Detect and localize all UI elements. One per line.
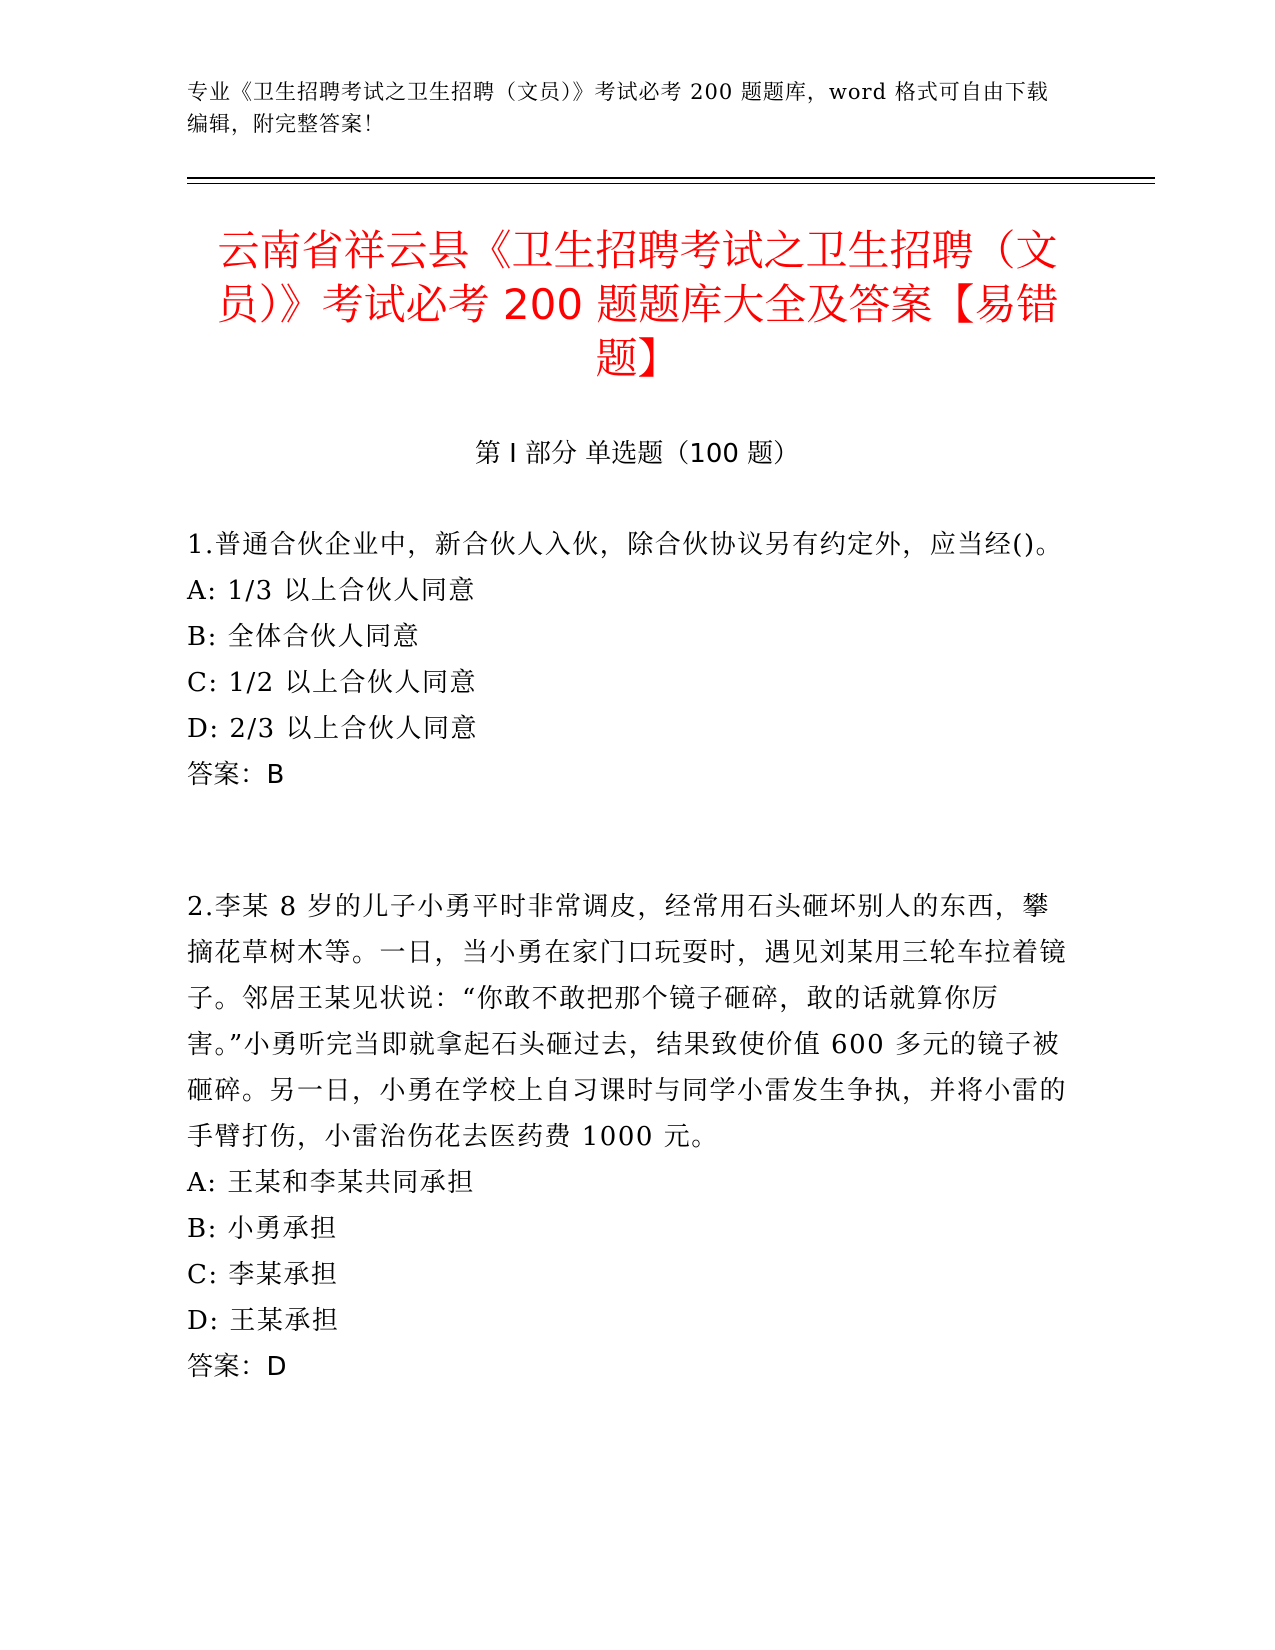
option-b: B: 小勇承担 bbox=[187, 1214, 338, 1244]
question-stem: 1.普通合伙企业中，新合伙人入伙，除合伙协议另有约定外，应当经()。 bbox=[187, 530, 1064, 560]
header-note: 专业《卫生招聘考试之卫生招聘（文员）》考试必考 200 题题库，word 格式可自由下载编辑，附完整答案！ bbox=[187, 80, 1049, 136]
option-c: C: 李某承担 bbox=[187, 1260, 339, 1290]
question-stem: 2.李某 8 岁的儿子小勇平时非常调皮，经常用石头砸坏别人的东西，攀摘花草树木等。一日，当小勇在家门口玩耍时，遇见刘某用三轮车拉着镜子。邻居王某见状说：“你敢不敢把那个镜子砸碎，敢的话就算你厉害。”小勇听完当即就拿起石头砸过去，结果致使价值 600 多元的镜子被砸碎。另一日，小勇在学校上自习课时与同学小雷发生争执，并将小雷的手臂打伤，小雷治伤花去医药费 1000 元。 bbox=[187, 892, 1068, 1152]
option-a: A: 1/3 以上合伙人同意 bbox=[187, 576, 476, 606]
option-c: C: 1/2 以上合伙人同意 bbox=[187, 668, 478, 698]
section-title: 第 I 部分 单选题（100 题） bbox=[474, 439, 800, 469]
question-2 bbox=[187, 884, 1067, 1390]
option-d: D: 王某承担 bbox=[187, 1306, 340, 1336]
answer: 答案：B bbox=[187, 760, 285, 790]
option-d: D: 2/3 以上合伙人同意 bbox=[187, 714, 478, 744]
header-divider-thin bbox=[187, 183, 1155, 184]
question-1 bbox=[187, 522, 1067, 798]
option-b: B: 全体合伙人同意 bbox=[187, 622, 421, 652]
answer: 答案：D bbox=[187, 1352, 288, 1382]
header-divider-thick bbox=[187, 177, 1155, 179]
document-title: 云南省祥云县《卫生招聘考试之卫生招聘（文员）》考试必考 200 题题库大全及答案【易错题】 bbox=[216, 226, 1059, 383]
option-a: A: 王某和李某共同承担 bbox=[187, 1168, 475, 1198]
